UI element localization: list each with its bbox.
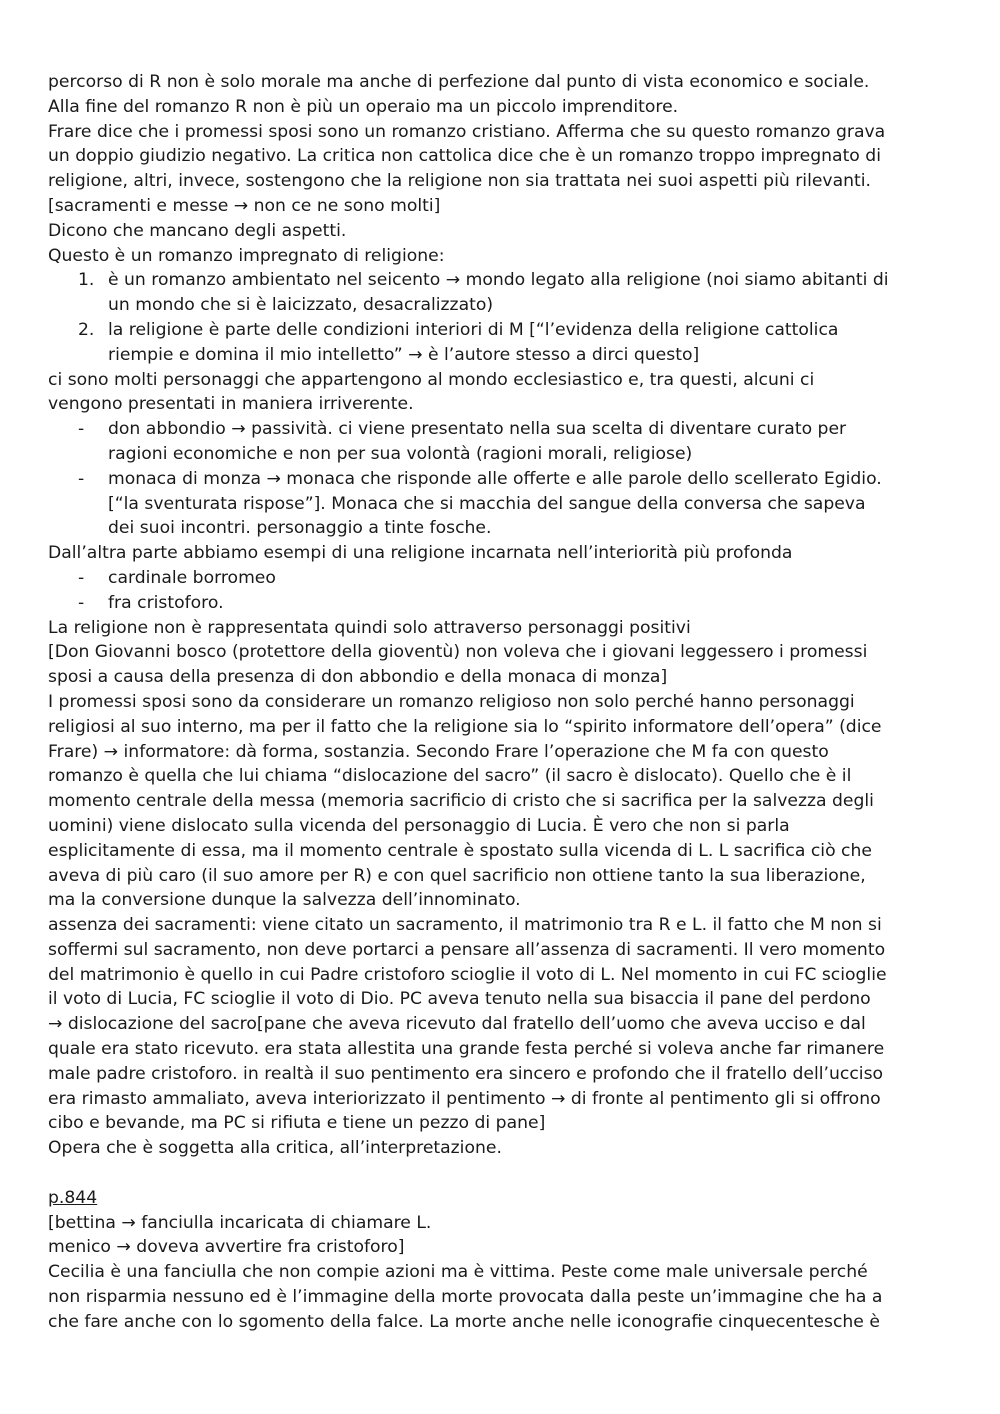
text-line: esplicitamente di essa, ma il momento centrale è spostato sulla vicenda di L. L sacrifica ciò che [48,840,872,861]
paragraph-5 [48,1211,958,1335]
page-reference [48,1186,958,1211]
list-item [48,417,958,467]
text-line: ragioni economiche e non per sua volontà (ragioni morali, religiose) [108,443,693,464]
text-line: è un romanzo ambientato nel seicento → mondo legato alla religione (noi siamo abitanti di [108,270,889,291]
text-line: Frare dice che i promessi sposi sono un romanzo cristiano. Afferma che su questo romanzo grava [48,121,886,142]
text-line: soffermi sul sacramento, non deve portarci a pensare all’assenza di sacramenti. Il vero momento [48,939,886,960]
text-line: il voto di Lucia, FC scioglie il voto di Dio. PC aveva tenuto nella sua bisaccia il pane del perdono [48,989,871,1010]
text-line: sposi a causa della presenza di don abbondio e della monaca di monza] [48,667,668,688]
paragraph-2 [48,368,958,418]
text-line: ci sono molti personaggi che appartengono al mondo ecclesiastico e, tra questi, alcuni ci [48,369,815,390]
text-line: momento centrale della messa (memoria sacrificio di cristo che si sacrifica per la salvezza degli [48,791,874,812]
text-line: non risparmia nessuno ed è l’immagine della morte provocata dalla peste un’immagine che ha a [48,1287,883,1308]
paragraph-4 [48,616,958,1162]
paragraph-1 [48,70,958,268]
text-line: fra cristoforo. [108,592,224,613]
list-item [48,591,958,616]
text-line: ma la conversione dunque la salvezza dell’innominato. [48,890,521,911]
text-line: cardinale borromeo [108,567,276,588]
text-line: religiosi al suo interno, ma per il fatto che la religione sia lo “spirito informatore dell’opera” (dice [48,716,882,737]
text-line: don abbondio → passività. ci viene presentato nella sua scelta di diventare curato per [108,419,847,440]
text-line: vengono presentati in maniera irriverente. [48,394,414,415]
text-line: dei suoi incontri. personaggio a tinte fosche. [108,518,492,539]
text-line: Alla fine del romanzo R non è più un operaio ma un piccolo imprenditore. [48,96,679,117]
dash-list-positive [48,566,958,616]
text-line: Opera che è soggetta alla critica, all’interpretazione. [48,1138,502,1159]
list-number: 2. [78,319,95,340]
dash-list-characters [48,417,958,541]
blank-line [48,1161,958,1186]
text-line: del matrimonio è quello in cui Padre cristoforo scioglie il voto di L. Nel momento in cui FC scioglie [48,964,887,985]
text-line: percorso di R non è solo morale ma anche di perfezione dal punto di vista economico e sociale. [48,72,870,92]
document-page [48,70,958,1335]
text-line: che fare anche con lo sgomento della falce. La morte anche nelle iconografie cinquecentesche è [48,1311,880,1332]
text-line: riempie e domina il mio intelletto” → è l’autore stesso a dirci questo] [108,344,700,365]
list-dash: - [78,592,85,613]
numbered-list [48,268,958,367]
page-reference-text: p.844 [48,1187,98,1208]
text-line: un mondo che si è laicizzato, desacralizzato) [108,295,494,316]
text-line: uomini) viene dislocato sulla vicenda del personaggio di Lucia. È vero che non si parla [48,815,790,836]
text-line: [bettina → fanciulla incaricata di chiamare L. [48,1212,432,1233]
text-line: → dislocazione del sacro[pane che aveva ricevuto dal fratello dell’uomo che aveva ucciso e dal [48,1014,866,1035]
list-item [48,566,958,591]
text-line: La religione non è rappresentata quindi solo attraverso personaggi positivi [48,617,691,638]
list-item [48,268,958,318]
text-line: male padre cristoforo. in realtà il suo pentimento era sincero e profondo che il fratello dell’ucciso [48,1063,884,1084]
text-line: menico → doveva avvertire fra cristoforo] [48,1237,405,1258]
list-number: 1. [78,270,95,291]
list-dash: - [78,419,85,440]
text-line: era rimasto ammaliato, aveva interiorizzato il pentimento → di fronte al pentimento gli si offrono [48,1088,881,1109]
text-line: quale era stato ricevuto. era stata allestita una grande festa perché si voleva anche far rimanere [48,1039,885,1060]
text-line: [“la sventurata rispose”]. Monaca che si macchia del sangue della conversa che sapeva [108,493,866,514]
text-line: assenza dei sacramenti: viene citato un sacramento, il matrimonio tra R e L. il fatto che M non si [48,915,882,936]
text-line: Dall’altra parte abbiamo esempi di una religione incarnata nell’interiorità più profonda [48,543,793,564]
text-line: cibo e bevande, ma PC si rifiuta e tiene un pezzo di pane] [48,1113,546,1134]
text-line: monaca di monza → monaca che risponde alle offerte e alle parole dello scellerato Egidio. [108,468,882,489]
text-line: Frare) → informatore: dà forma, sostanzia. Secondo Frare l’operazione che M fa con questo [48,741,829,762]
list-dash: - [78,468,85,489]
text-line: I promessi sposi sono da considerare un romanzo religioso non solo perché hanno personaggi [48,691,855,712]
text-line: [Don Giovanni bosco (protettore della gioventù) non voleva che i giovani leggessero i promessi [48,642,868,663]
text-line: un doppio giudizio negativo. La critica non cattolica dice che è un romanzo troppo impregnato di [48,146,881,167]
text-line: Questo è un romanzo impregnato di religione: [48,245,445,266]
text-line: la religione è parte delle condizioni interiori di M [“l’evidenza della religione cattolica [108,319,839,340]
text-line: aveva di più caro (il suo amore per R) e con quel sacrificio non ottiene tanto la sua liberazione, [48,865,866,886]
paragraph-3 [48,541,958,566]
list-dash: - [78,567,85,588]
list-item [48,318,958,368]
text-line: romanzo è quella che lui chiama “dislocazione del sacro” (il sacro è dislocato). Quello che è il [48,766,852,787]
text-line: Dicono che mancano degli aspetti. [48,220,347,241]
text-line: [sacramenti e messe → non ce ne sono molti] [48,195,441,216]
list-item [48,467,958,541]
text-line: Cecilia è una fanciulla che non compie azioni ma è vittima. Peste come male universale perché [48,1262,868,1283]
text-line: religione, altri, invece, sostengono che la religione non sia trattata nei suoi aspetti più rilevanti. [48,171,871,192]
